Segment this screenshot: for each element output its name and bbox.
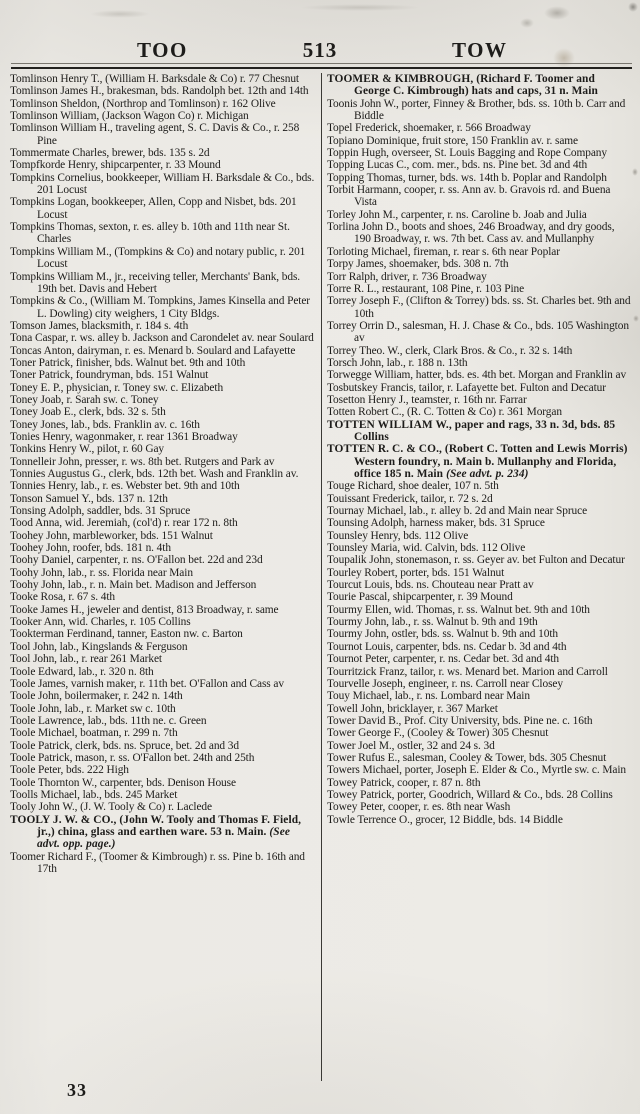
right-column: [327, 73, 632, 1087]
entry-text: Torley John M., carpenter, r. ns. Caroline b. Joab and Julia: [327, 208, 587, 221]
directory-entry: [327, 666, 632, 678]
entry-text: Torr Ralph, driver, r. 736 Broadway: [327, 270, 487, 283]
directory-entry: [327, 172, 632, 184]
directory-entry: [327, 703, 632, 715]
entry-text: Towle Terrence O., grocer, 12 Biddle, bds. 14 Biddle: [327, 813, 563, 826]
directory-entry: [10, 172, 315, 197]
entry-text: Toolls Michael, lab., bds. 245 Market: [10, 788, 178, 801]
entry-text: Tower David B., Prof. City University, bds. Pine ne. c. 16th: [327, 714, 593, 727]
entry-text: Toohy John, lab., r. ss. Florida near Main: [10, 566, 193, 579]
entry-text: Toohy Daniel, carpenter, r. ns. O'Fallon bet. 22d and 23d: [10, 554, 263, 567]
entry-text: Tooker Ann, wid. Charles, r. 105 Collins: [10, 616, 191, 629]
directory-entry: [327, 591, 632, 603]
entry-text: Tomson James, blacksmith, r. 184 s. 4th: [10, 319, 189, 332]
entry-text: Topping Lucas C., com. mer., bds. ns. Pine bet. 3d and 4th: [327, 159, 588, 172]
directory-entry: [10, 110, 315, 122]
entry-text: Toole John, boilermaker, r. 242 n. 14th: [10, 690, 183, 703]
entry-text: Toomer Richard F., (Toomer & Kimbrough) r. ss. Pine b. 16th and 17th: [10, 850, 305, 875]
entry-text: Tonies Henry, wagonmaker, r. rear 1361 Broadway: [10, 430, 238, 443]
page-number: 513: [302, 38, 338, 62]
entry-text: Tompfkorde Henry, shipcarpenter, r. 33 Mound: [10, 159, 221, 172]
entry-text: Tooke James H., jeweler and dentist, 813 Broadway, r. same: [10, 603, 279, 616]
directory-entry: [10, 85, 315, 97]
entry-text: Tonnies Henry, lab., r. es. Webster bet. 9th and 10th: [10, 480, 240, 493]
entry-text: Tourmy Ellen, wid. Thomas, r. ss. Walnut bet. 9th and 10th: [327, 603, 590, 616]
directory-entry: [10, 345, 315, 357]
entry-text: Tounsley Henry, bds. 112 Olive: [327, 529, 469, 542]
directory-entry: [10, 764, 315, 776]
directory-entry: [327, 740, 632, 752]
entry-text: Toner Patrick, foundryman, bds. 151 Walnut: [10, 369, 209, 382]
entry-text: Toney Joab, r. Sarah sw. c. Toney: [10, 393, 159, 406]
directory-entry: [327, 690, 632, 702]
directory-entry: [327, 777, 632, 789]
left-column: [10, 73, 315, 1087]
directory-entry: [10, 419, 315, 431]
directory-entry: [327, 369, 632, 381]
directory-entry: [327, 653, 632, 665]
entry-text: Torrey Theo. W., clerk, Clark Bros. & Co., r. 32 s. 14th: [327, 344, 573, 357]
directory-entry: [10, 517, 315, 529]
directory-entry: [327, 443, 632, 480]
directory-entry: [10, 653, 315, 665]
scan-artifact: [632, 168, 638, 176]
entry-text: Toupalik John, stonemason, r. ss. Geyer av. bet Fulton and Decatur: [327, 554, 625, 567]
directory-entry: [10, 678, 315, 690]
entry-text: Tompkins Thomas, sexton, r. es. alley b. 10th and 11th near St. Charles: [10, 221, 290, 246]
directory-entry: [327, 357, 632, 369]
entry-text: Tourie Pascal, shipcarpenter, r. 39 Mound: [327, 591, 513, 604]
entry-text: Torre R. L., restaurant, 108 Pine, r. 103 Pine: [327, 282, 525, 295]
scan-artifact: [544, 6, 570, 20]
directory-entry: [10, 752, 315, 764]
directory-entry: [327, 628, 632, 640]
entry-text: Tournot Louis, carpenter, bds. ns. Cedar b. 3d and 4th: [327, 640, 567, 653]
directory-entry: [10, 431, 315, 443]
entry-text: Tood Anna, wid. Jeremiah, (col'd) r. rear 172 n. 8th: [10, 517, 238, 530]
directory-entry: [327, 727, 632, 739]
directory-entry: [327, 579, 632, 591]
entry-text: Toohey John, marbleworker, bds. 151 Walnut: [10, 529, 213, 542]
entry-text: Tower Rufus E., salesman, Cooley & Tower, bds. 305 Chesnut: [327, 751, 607, 764]
directory-entry: [10, 122, 315, 147]
entry-text: Toohey John, roofer, bds. 181 n. 4th: [10, 542, 171, 555]
entry-text: Toole John, lab., r. Market sw c. 10th: [10, 702, 176, 715]
directory-entry: [10, 641, 315, 653]
entry-text: Toney Jones, lab., bds. Franklin av. c. 16th: [10, 418, 200, 431]
entry-text: Toner Patrick, finisher, bds. Walnut bet. 9th and 10th: [10, 356, 246, 369]
entry-text: Towey Patrick, cooper, r. 87 n. 8th: [327, 776, 481, 789]
directory-entry: [10, 221, 315, 246]
directory-entry: [10, 814, 315, 851]
entry-text: Tosetton Henry J., teamster, r. 16th nr. Farrar: [327, 393, 527, 406]
directory-entry: [10, 196, 315, 221]
entry-text: Torwegge William, hatter, bds. es. 4th bet. Morgan and Franklin av: [327, 369, 627, 382]
entry-text: Tourritzick Franz, tailor, r. ws. Menard bet. Marion and Carroll: [327, 665, 608, 678]
entry-text: Tourley Robert, porter, bds. 151 Walnut: [327, 566, 505, 579]
entry-text: Tomlinson Henry T., (William H. Barksdale & Co) r. 77 Chesnut: [10, 73, 299, 85]
directory-entry: [10, 357, 315, 369]
header-rule: [11, 63, 632, 69]
entry-text: Tourmy John, lab., r. ss. Walnut b. 9th and 19th: [327, 616, 538, 629]
entry-text: Topiano Dominique, fruit store, 150 Franklin av. r. same: [327, 134, 579, 147]
entry-text: Tomlinson William H., traveling agent, S. C. Davis & Co., r. 258 Pine: [10, 122, 300, 147]
entry-text: Toohy John, lab., r. n. Main bet. Madison and Jefferson: [10, 579, 257, 592]
directory-entry: [10, 530, 315, 542]
directory-entry: [327, 135, 632, 147]
directory-entry: [327, 394, 632, 406]
entry-text: Tower Joel M., ostler, 32 and 24 s. 3d: [327, 739, 495, 752]
entry-text: Torrey Joseph F., (Clifton & Torrey) bds. ss. St. Charles bet. 9th and 10th: [327, 295, 631, 320]
directory-entry: [10, 98, 315, 110]
entry-text: Tompkins William M., jr., receiving teller, Merchants' Bank, bds. 19th bet. Davis and Hebert: [10, 270, 301, 295]
entry-text: Topping Thomas, turner, bds. ws. 14th b. Poplar and Randolph: [327, 171, 607, 184]
directory-entry: [327, 295, 632, 320]
entry-text: Tona Caspar, r. ws. alley b. Jackson and Carondelet av. near Soulard: [10, 332, 314, 345]
directory-entry: [327, 752, 632, 764]
directory-entry: [327, 764, 632, 776]
directory-entry: [327, 246, 632, 258]
directory-entry: [327, 406, 632, 418]
directory-entry: [327, 678, 632, 690]
directory-entry: [10, 740, 315, 752]
directory-columns: [10, 73, 632, 1087]
entry-text: Towey Peter, cooper, r. es. 8th near Wash: [327, 801, 511, 814]
directory-entry: [327, 159, 632, 171]
entry-text: Tournot Peter, carpenter, r. ns. Cedar bet. 3d and 4th: [327, 653, 560, 666]
directory-entry: [327, 814, 632, 826]
directory-entry: [10, 406, 315, 418]
directory-entry: [327, 493, 632, 505]
entry-text: Tooke Rosa, r. 67 s. 4th: [10, 591, 116, 604]
directory-entry: [10, 295, 315, 320]
directory-entry: [10, 616, 315, 628]
entry-text: Tonkins Henry W., pilot, r. 60 Gay: [10, 443, 164, 456]
advt-note: (See advt. opp. page.): [37, 825, 291, 851]
entry-text: Tommermate Charles, brewer, bds. 135 s. 2d: [10, 147, 210, 160]
directory-entry: [327, 382, 632, 394]
entry-text: Tourvelle Joseph, engineer, r. ns. Carroll near Closey: [327, 677, 563, 690]
entry-text: Touy Michael, lab., r. ns. Lombard near Main: [327, 690, 530, 703]
directory-entry: [327, 258, 632, 270]
entry-text: Tomlinson William, (Jackson Wagon Co) r. Michigan: [10, 110, 249, 123]
directory-entry: [10, 382, 315, 394]
entry-text: Toney Joab E., clerk, bds. 32 s. 5th: [10, 406, 166, 419]
entry-text: Torbit Harmann, cooper, r. ss. Ann av. b. Gravois rd. and Buena Vista: [327, 184, 611, 209]
directory-entry: [10, 666, 315, 678]
directory-entry: [327, 542, 632, 554]
directory-entry: [10, 554, 315, 566]
directory-entry: [327, 505, 632, 517]
directory-entry: [10, 369, 315, 381]
entry-text: Toole Edward, lab., r. 320 n. 8th: [10, 665, 154, 678]
directory-entry: [10, 159, 315, 171]
entry-text: Toole Peter, bds. 222 High: [10, 764, 129, 777]
directory-entry: [10, 147, 315, 159]
directory-entry: [327, 283, 632, 295]
directory-entry: [10, 727, 315, 739]
directory-entry: [10, 591, 315, 603]
directory-entry: [327, 184, 632, 209]
directory-entry: [10, 73, 315, 85]
entry-text: TOTTEN WILLIAM W., paper and rags, 33 n. 3d, bds. 85 Collins: [327, 418, 616, 443]
scan-artifact: [520, 18, 534, 28]
directory-entry: [327, 345, 632, 357]
directory-entry: [10, 703, 315, 715]
entry-text: Tosbutskey Francis, tailor, r. Lafayette bet. Fulton and Decatur: [327, 381, 606, 394]
directory-entry: [327, 480, 632, 492]
entry-text: Tomlinson Sheldon, (Northrop and Tomlinson) r. 162 Olive: [10, 97, 276, 110]
entry-text: Tooly John W., (J. W. Tooly & Co) r. Laclede: [10, 801, 212, 814]
directory-entry: [327, 209, 632, 221]
directory-entry: [10, 468, 315, 480]
entry-text: Toney E. P., physician, r. Toney sw. c. Elizabeth: [10, 381, 224, 394]
scan-artifact: [90, 10, 150, 18]
entry-text: Tompkins Logan, bookkeeper, Allen, Copp and Nisbet, bds. 201 Locust: [10, 196, 297, 221]
entry-text: Touge Richard, shoe dealer, 107 n. 5th: [327, 480, 499, 493]
entry-text: Toncas Anton, dairyman, r. es. Menard b. Soulard and Lafayette: [10, 344, 296, 357]
entry-text: Tonsing Adolph, saddler, bds. 31 Spruce: [10, 505, 191, 518]
entry-text: Tool John, lab., r. rear 261 Market: [10, 653, 162, 666]
entry-text: TOOLY J. W. & CO., (John W. Tooly and Thomas F. Field, jr.,) china, glass and earthen ware. 53 n. Main.: [10, 813, 302, 838]
directory-entry: [10, 271, 315, 296]
running-head-right-word: TOW: [452, 38, 508, 62]
directory-entry: [10, 579, 315, 591]
entry-text: Totten Robert C., (R. C. Totten & Co) r. 361 Morgan: [327, 406, 562, 419]
directory-entry: [327, 517, 632, 529]
entry-text: Tower George F., (Cooley & Tower) 305 Chesnut: [327, 727, 549, 740]
entry-text: Tookterman Ferdinand, tanner, Easton nw. c. Barton: [10, 628, 243, 641]
entry-text: Toppin Hugh, overseer, St. Louis Bagging and Rope Company: [327, 147, 607, 160]
entry-text: Tonnies Augustus G., clerk, bds. 12th bet. Wash and Franklin av.: [10, 468, 299, 480]
directory-entry: [327, 73, 632, 98]
entry-text: Tourmy John, ostler, bds. ss. Walnut b. 9th and 10th: [327, 628, 558, 641]
directory-entry: [327, 801, 632, 813]
entry-text: Tournay Michael, lab., r. alley b. 2d and Main near Spruce: [327, 505, 588, 518]
directory-entry: [10, 394, 315, 406]
advt-note: (See advt. p. 234): [443, 468, 529, 480]
entry-text: Towers Michael, porter, Joseph E. Elder & Co., Myrtle sw. c. Main: [327, 764, 626, 777]
entry-text: Tounsing Adolph, harness maker, bds. 31 Spruce: [327, 517, 545, 530]
scan-artifact: [633, 315, 639, 322]
directory-entry: [10, 567, 315, 579]
directory-entry: [327, 530, 632, 542]
directory-entry: [10, 443, 315, 455]
directory-entry: [327, 122, 632, 134]
scan-artifact: [300, 4, 420, 11]
directory-entry: [327, 789, 632, 801]
directory-entry: [10, 320, 315, 332]
entry-text: Torrey Orrin D., salesman, H. J. Chase & Co., bds. 105 Washington av: [327, 319, 629, 345]
entry-text: Toole Thornton W., carpenter, bds. Denison House: [10, 776, 236, 789]
directory-entry: [10, 493, 315, 505]
directory-entry: [327, 320, 632, 345]
entry-text: Tompkins William M., (Tompkins & Co) and notary public, r. 201 Locust: [10, 245, 306, 271]
directory-entry: [10, 789, 315, 801]
running-head-left-word: TOO: [137, 38, 188, 62]
directory-entry: [10, 480, 315, 492]
entry-text: Tompkins Cornelius, bookkeeper, William H. Barksdale & Co., bds. 201 Locust: [10, 171, 315, 197]
directory-entry: [10, 628, 315, 640]
directory-entry: [10, 456, 315, 468]
directory-entry: [10, 851, 315, 876]
directory-entry: [327, 554, 632, 566]
directory-entry: [10, 777, 315, 789]
directory-entry: [327, 616, 632, 628]
entry-text: Tounsley Maria, wid. Calvin, bds. 112 Olive: [327, 542, 526, 555]
directory-entry: [10, 690, 315, 702]
entry-text: Towey Patrick, porter, Goodrich, Willard & Co., bds. 28 Collins: [327, 788, 613, 801]
directory-entry: [10, 604, 315, 616]
directory-entry: [10, 801, 315, 813]
directory-entry: [327, 641, 632, 653]
column-divider-rule: [321, 73, 322, 1081]
entry-text: Touissant Frederick, tailor, r. 72 s. 2d: [327, 492, 493, 505]
entry-text: Topel Frederick, shoemaker, r. 566 Broadway: [327, 122, 531, 135]
entry-text: Tool John, lab., Kingslands & Ferguson: [10, 640, 188, 653]
directory-entry: [327, 604, 632, 616]
entry-text: Torlina John D., boots and shoes, 246 Broadway, and dry goods, 190 Broadway, r. ws. 7th bet. Cass av. and Mullanphy: [327, 221, 615, 246]
entry-text: Tompkins & Co., (William M. Tompkins, James Kinsella and Peter L. Dowling) city weighers, 1 City Bldgs.: [10, 295, 311, 320]
page-signature: 33: [67, 1080, 87, 1100]
directory-entry: [327, 715, 632, 727]
entry-text: TOOMER & KIMBROUGH, (Richard F. Toomer and George C. Kimbrough) hats and caps, 31 n. Main: [327, 73, 598, 98]
entry-text: Toole James, varnish maker, r. 11th bet. O'Fallon and Cass av: [10, 677, 284, 690]
directory-entry: [327, 221, 632, 246]
entry-text: Tonnelleir John, presser, r. ws. 8th bet. Rutgers and Park av: [10, 455, 275, 468]
directory-entry: [327, 98, 632, 123]
entry-text: Toole Michael, boatman, r. 299 n. 7th: [10, 727, 178, 740]
entry-text: Tomlinson James H., brakesman, bds. Randolph bet. 12th and 14th: [10, 85, 309, 98]
directory-entry: [10, 715, 315, 727]
entry-text: Toole Lawrence, lab., bds. 11th ne. c. Green: [10, 714, 207, 727]
entry-text: Toonis John W., porter, Finney & Brother, bds. ss. 10th b. Carr and Biddle: [327, 97, 626, 123]
entry-text: Toole Patrick, clerk, bds. ns. Spruce, bet. 2d and 3d: [10, 739, 239, 752]
directory-entry: [10, 542, 315, 554]
directory-entry: [327, 271, 632, 283]
entry-text: Toole Patrick, mason, r. ss. O'Fallon bet. 24th and 25th: [10, 751, 255, 764]
entry-text: Towell John, bricklayer, r. 367 Market: [327, 702, 498, 715]
entry-text: Tourcut Louis, bds. ns. Chouteau near Pratt av: [327, 579, 534, 592]
entry-text: Torpy James, shoemaker, bds. 308 n. 7th: [327, 258, 509, 271]
directory-entry: [327, 147, 632, 159]
directory-entry: [10, 246, 315, 271]
entry-text: Torloting Michael, fireman, r. rear s. 6th near Poplar: [327, 245, 560, 258]
entry-text: Tonson Samuel Y., bds. 137 n. 12th: [10, 492, 168, 505]
entry-text: Torsch John, lab., r. 188 n. 13th: [327, 356, 468, 369]
entry-text: TOTTEN R. C. & CO., (Robert C. Totten and Lewis Morris) Western foundry, n. Main b. Mullanphy and Florida, office 185 n. Main: [327, 443, 628, 480]
scan-artifact: [628, 2, 638, 12]
directory-entry: [10, 505, 315, 517]
directory-entry: [327, 567, 632, 579]
directory-entry: [10, 332, 315, 344]
directory-entry: [327, 419, 632, 444]
